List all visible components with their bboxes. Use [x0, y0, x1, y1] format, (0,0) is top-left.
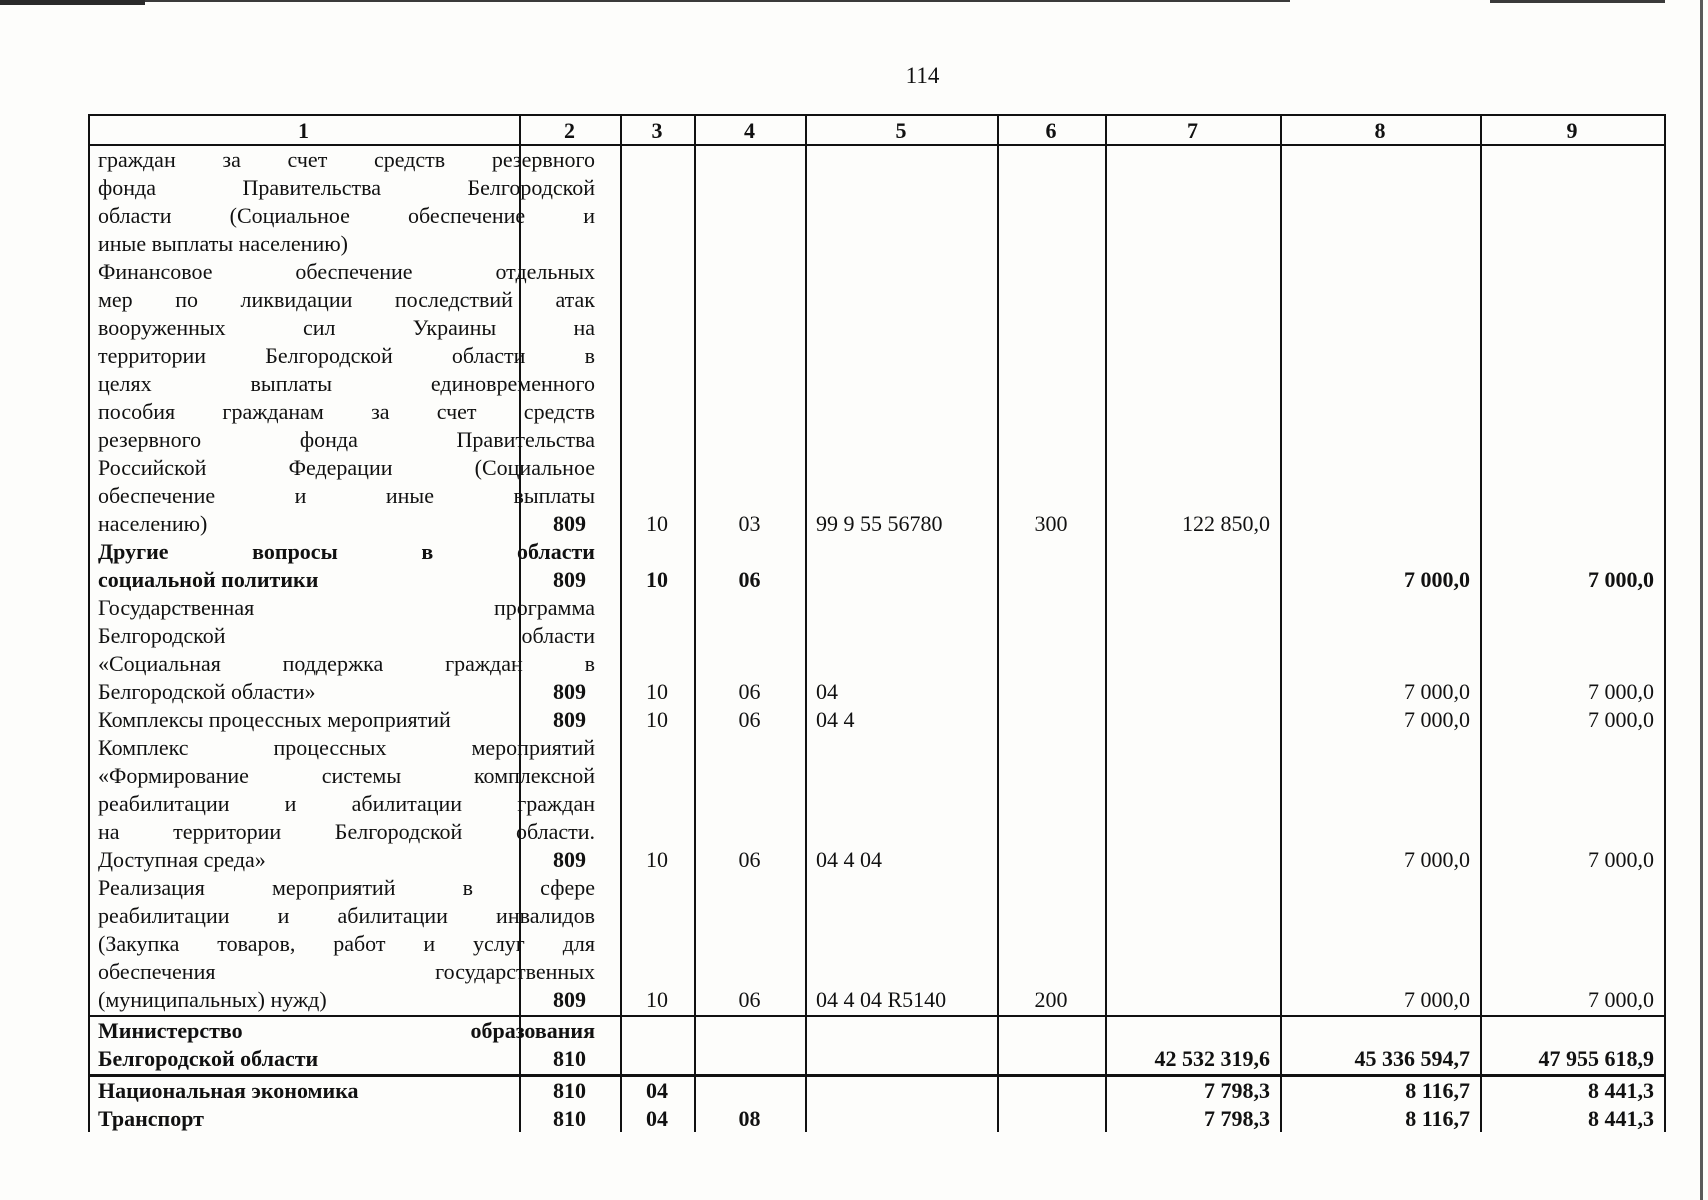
cell-col-9: 7 000,0	[1588, 987, 1654, 1012]
header-col-5: 5	[895, 118, 907, 143]
cell-col-8: 7 000,0	[1404, 987, 1470, 1012]
header-col-4: 4	[744, 118, 755, 143]
column-border	[620, 114, 622, 1132]
cell-col-2: 809	[553, 987, 586, 1012]
cell-col-3: 04	[646, 1106, 668, 1131]
description-line: населению)	[98, 511, 208, 536]
description-line: Комплекс процессных мероприятий	[98, 735, 595, 760]
description-line: граждан за счет средств резервного	[98, 147, 595, 172]
description-line: «Формирование системы комплексной	[98, 763, 595, 788]
cell-col-2: 809	[553, 567, 586, 592]
description-line: Доступная среда»	[98, 847, 266, 872]
description-line: Белгородской области	[98, 623, 595, 648]
cell-col-8: 7 000,0	[1404, 567, 1470, 592]
cell-col-3: 10	[646, 511, 668, 536]
description-line: Белгородской области	[98, 1046, 319, 1071]
description-line: территории Белгородской области в	[98, 343, 595, 368]
cell-col-8: 8 116,7	[1405, 1106, 1470, 1131]
scan-edge-mark	[0, 0, 145, 5]
cell-col-2: 810	[553, 1046, 586, 1071]
description-line: Транспорт	[98, 1106, 204, 1131]
column-border	[1105, 114, 1107, 1132]
description-line: реабилитации и абилитации граждан	[98, 791, 595, 816]
cell-col-2: 809	[553, 511, 586, 536]
column-border	[997, 114, 999, 1132]
description-line: Реализация мероприятий в сфере	[98, 875, 595, 900]
cell-col-5: 04 4	[816, 707, 855, 732]
description-line: области (Социальное обеспечение и	[98, 203, 595, 228]
column-border	[1664, 114, 1666, 1132]
header-col-8: 8	[1374, 118, 1386, 143]
scan-edge-line	[145, 0, 1290, 2]
cell-col-3: 10	[646, 987, 668, 1012]
header-col-9: 9	[1566, 118, 1578, 143]
cell-col-5: 04 4 04 R5140	[816, 987, 947, 1012]
header-col-7: 7	[1187, 118, 1198, 143]
description-line: вооруженных сил Украины на	[98, 315, 595, 340]
row-description	[98, 146, 595, 258]
cell-col-2: 810	[553, 1106, 586, 1131]
description-line: Государственная программа	[98, 595, 595, 620]
cell-col-2: 809	[553, 847, 586, 872]
header-col-1: 1	[298, 118, 309, 143]
cell-col-6: 300	[1034, 511, 1068, 536]
cell-col-7: 7 798,3	[1204, 1078, 1270, 1103]
cell-col-2: 809	[553, 679, 586, 704]
cell-col-3: 04	[646, 1078, 668, 1103]
description-line: обеспечение и иные выплаты	[98, 483, 595, 508]
cell-col-4: 06	[738, 567, 761, 592]
cell-col-9: 8 441,3	[1588, 1078, 1654, 1103]
cell-col-9: 7 000,0	[1588, 679, 1654, 704]
cell-col-7: 122 850,0	[1182, 511, 1270, 536]
description-line: реабилитации и абилитации инвалидов	[98, 903, 595, 928]
cell-col-9: 7 000,0	[1588, 707, 1654, 732]
cell-col-5: 04	[816, 679, 838, 704]
description-line: Другие вопросы в области	[98, 539, 595, 564]
header-col-6: 6	[1045, 118, 1057, 143]
description-line: социальной политики	[98, 567, 319, 592]
description-line: «Социальная поддержка граждан в	[98, 651, 595, 676]
cell-col-8: 7 000,0	[1404, 679, 1470, 704]
page-number: 114	[905, 63, 940, 88]
cell-col-4: 06	[738, 847, 761, 872]
column-border	[805, 114, 807, 1132]
cell-col-7: 42 532 319,6	[1154, 1046, 1270, 1071]
cell-col-4: 08	[738, 1106, 761, 1131]
description-line: Финансовое обеспечение отдельных	[98, 259, 595, 284]
cell-col-8: 8 116,7	[1405, 1078, 1470, 1103]
cell-col-4: 06	[738, 987, 761, 1012]
cell-col-8: 45 336 594,7	[1354, 1046, 1470, 1071]
row-description	[98, 258, 595, 538]
cell-col-7: 7 798,3	[1204, 1106, 1270, 1131]
description-line: пособия гражданам за счет средств	[98, 399, 595, 424]
column-border	[1280, 114, 1282, 1132]
column-border	[1480, 114, 1482, 1132]
description-line: иные выплаты населению)	[98, 231, 348, 256]
description-line: Белгородской области»	[98, 679, 316, 704]
description-line: (Закупка товаров, работ и услуг для	[98, 931, 595, 956]
cell-col-2: 810	[553, 1078, 586, 1103]
cell-col-6: 200	[1034, 987, 1068, 1012]
cell-col-3: 10	[646, 567, 668, 592]
column-border	[694, 114, 696, 1132]
cell-col-3: 10	[646, 847, 668, 872]
cell-col-4: 06	[738, 707, 761, 732]
description-line: Министерство образования	[98, 1018, 595, 1043]
cell-col-8: 7 000,0	[1404, 847, 1470, 872]
scan-edge-line	[1700, 0, 1703, 1200]
description-line: Комплексы процессных мероприятий	[98, 707, 451, 732]
cell-col-2: 809	[553, 707, 586, 732]
description-line: Национальная экономика	[98, 1078, 359, 1103]
cell-col-3: 10	[646, 707, 668, 732]
description-line: целях выплаты единовременного	[98, 371, 595, 396]
cell-col-9: 7 000,0	[1588, 567, 1654, 592]
description-line: мер по ликвидации последствий атак	[98, 287, 595, 312]
cell-col-5: 99 9 55 56780	[816, 511, 943, 536]
budget-table	[88, 114, 1666, 1132]
description-line: (муниципальных) нужд)	[98, 987, 327, 1012]
column-border	[88, 114, 90, 1132]
cell-col-3: 10	[646, 679, 668, 704]
cell-col-9: 8 441,3	[1588, 1106, 1654, 1131]
scan-edge-line	[1490, 0, 1665, 3]
cell-col-4: 03	[738, 511, 761, 536]
header-col-3: 3	[651, 118, 663, 143]
cell-col-4: 06	[738, 679, 761, 704]
cell-col-9: 47 955 618,9	[1538, 1046, 1654, 1071]
cell-col-9: 7 000,0	[1588, 847, 1654, 872]
header-col-2: 2	[564, 118, 575, 143]
description-line: на территории Белгородской области.	[98, 819, 595, 844]
description-line: фонда Правительства Белгородской	[98, 175, 595, 200]
cell-col-5: 04 4 04	[816, 847, 882, 872]
description-line: обеспечения государственных	[98, 959, 595, 984]
description-line: Российской Федерации (Социальное	[98, 455, 595, 480]
description-line: резервного фонда Правительства	[98, 427, 595, 452]
cell-col-8: 7 000,0	[1404, 707, 1470, 732]
